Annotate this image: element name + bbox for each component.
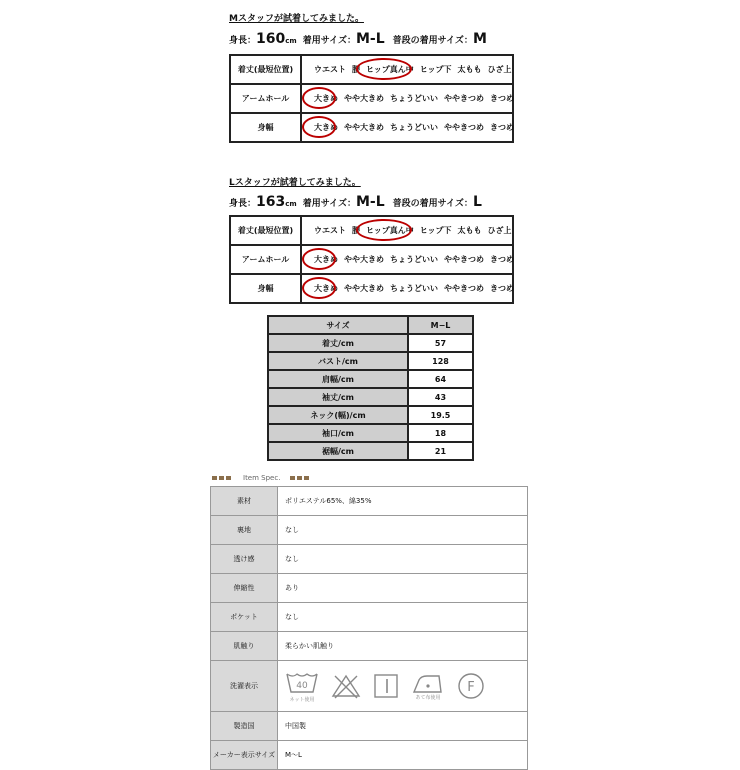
height-unit: cm <box>285 37 297 45</box>
option-selected: 大きめ <box>314 284 338 293</box>
care-icons-cell <box>278 661 528 712</box>
deco-squares <box>290 474 311 482</box>
spec-value: 中国製 <box>278 712 528 741</box>
table-row <box>211 516 528 545</box>
option: ちょうどいい <box>390 255 438 264</box>
option: きつめ <box>490 94 514 103</box>
option-selected: ヒップ真ん中 <box>366 226 414 235</box>
fit-row-label: 身幅 <box>230 274 301 303</box>
wash-40-icon <box>285 670 319 703</box>
spec-title-text: Item Spec. <box>243 474 281 482</box>
selection-circle <box>302 116 336 138</box>
option: ややきつめ <box>444 284 484 293</box>
selection-circle <box>302 248 336 270</box>
table-row <box>268 334 473 352</box>
usual-value: M <box>472 31 487 47</box>
option: ちょうどいい <box>390 94 438 103</box>
spec-key: 伸縮性 <box>211 574 278 603</box>
dryclean-letter: F <box>467 680 475 695</box>
size-table <box>267 315 474 461</box>
size-label: バスト/cm <box>268 352 408 370</box>
option: ヒップ下 <box>419 226 452 235</box>
option: ややきつめ <box>444 94 484 103</box>
option-selected: ヒップ真ん中 <box>366 65 414 74</box>
size-label: 袖丈/cm <box>268 388 408 406</box>
fit-row-label: 着丈(最短位置) <box>230 55 301 84</box>
table-row <box>268 442 473 460</box>
size-header-row <box>268 316 473 334</box>
size-value: 19.5 <box>408 406 473 424</box>
option: ひざ上 <box>487 65 512 74</box>
spec-table <box>210 486 528 770</box>
spec-value: なし <box>278 603 528 632</box>
spec-key: 製造国 <box>211 712 278 741</box>
fit-row <box>230 274 513 303</box>
table-row <box>211 545 528 574</box>
size-label: ネック(幅)/cm <box>268 406 408 424</box>
option: ややきつめ <box>444 123 484 132</box>
height-value: 163 <box>256 194 286 210</box>
height-label: 身長： <box>229 36 257 46</box>
option: きつめ <box>490 255 514 264</box>
fit-row-label: 身幅 <box>230 113 301 142</box>
spec-value: 柔らかい肌触り <box>278 632 528 661</box>
option: やや大きめ <box>344 284 384 293</box>
spec-key: ポケット <box>211 603 278 632</box>
fit-summary-l <box>229 194 482 210</box>
table-row <box>211 712 528 741</box>
fit-row <box>230 84 513 113</box>
spec-key: 裏地 <box>211 516 278 545</box>
spec-key: 肌触り <box>211 632 278 661</box>
spec-value: ポリエステル65%、綿35% <box>278 487 528 516</box>
size-label: 着丈/cm <box>268 334 408 352</box>
option: きつめ <box>490 123 514 132</box>
spec-value: なし <box>278 516 528 545</box>
option: やや大きめ <box>344 123 384 132</box>
fit-row-label: アームホール <box>230 245 301 274</box>
option: ウエスト <box>314 226 346 235</box>
care-icons <box>285 670 527 703</box>
option: ややきつめ <box>444 255 484 264</box>
size-value: 64 <box>408 370 473 388</box>
spec-key: 素材 <box>211 487 278 516</box>
selection-circle <box>356 219 412 241</box>
selection-circle <box>356 58 412 80</box>
option: 腰 <box>352 226 360 235</box>
option: やや大きめ <box>344 94 384 103</box>
fit-row-label: アームホール <box>230 84 301 113</box>
usual-value: L <box>472 194 482 210</box>
icon-caption: ネット使用 <box>289 696 315 703</box>
wash-temp-text: 40 <box>296 680 308 691</box>
option-selected: 大きめ <box>314 255 338 264</box>
table-row <box>211 574 528 603</box>
option: ちょうどいい <box>390 284 438 293</box>
size-header: サイズ <box>268 316 408 334</box>
table-row <box>268 406 473 424</box>
spec-key: 透け感 <box>211 545 278 574</box>
spec-value: あり <box>278 574 528 603</box>
option-selected: 大きめ <box>314 94 338 103</box>
size-value: 21 <box>408 442 473 460</box>
spec-key: メーカー表示サイズ <box>211 741 278 770</box>
height-value: 160 <box>256 31 286 47</box>
option-selected: 大きめ <box>314 123 338 132</box>
option: ヒップ下 <box>419 65 452 74</box>
fit-heading-l: Lスタッフが試着してみました。 <box>229 178 361 188</box>
option: ひざ上 <box>487 226 512 235</box>
size-value: 57 <box>408 334 473 352</box>
usual-label: 普段の着用サイズ： <box>392 36 473 46</box>
fit-heading-m: Mスタッフが試着してみました。 <box>229 14 364 24</box>
size-label: 袖口/cm <box>268 424 408 442</box>
dryclean-f-icon <box>457 672 485 700</box>
option: 太もも <box>457 65 482 74</box>
worn-value: M-L <box>355 194 385 210</box>
option: ウエスト <box>314 65 346 74</box>
size-value: 128 <box>408 352 473 370</box>
table-row <box>211 603 528 632</box>
fit-row <box>230 113 513 142</box>
option: ちょうどいい <box>390 123 438 132</box>
selection-circle <box>302 87 336 109</box>
no-bleach-icon <box>331 673 361 699</box>
table-row <box>211 487 528 516</box>
table-row <box>268 424 473 442</box>
hang-dry-icon <box>373 673 399 699</box>
table-row <box>268 370 473 388</box>
option: やや大きめ <box>344 255 384 264</box>
worn-value: M-L <box>355 31 385 47</box>
size-header: M−L <box>408 316 473 334</box>
size-label: 裾幅/cm <box>268 442 408 460</box>
size-value: 43 <box>408 388 473 406</box>
usual-label: 普段の着用サイズ： <box>392 199 473 209</box>
spec-title <box>212 474 311 482</box>
iron-icon <box>411 672 445 701</box>
height-label: 身長： <box>229 199 257 209</box>
spec-value: なし <box>278 545 528 574</box>
option: きつめ <box>490 284 514 293</box>
size-value: 18 <box>408 424 473 442</box>
size-label: 肩幅/cm <box>268 370 408 388</box>
fit-row <box>230 245 513 274</box>
option: 腰 <box>352 65 360 74</box>
height-unit: cm <box>285 200 297 208</box>
spec-value: M〜L <box>278 741 528 770</box>
selection-circle <box>302 277 336 299</box>
spec-key: 洗濯表示 <box>211 661 278 712</box>
worn-label: 着用サイズ： <box>302 199 356 209</box>
table-row <box>268 388 473 406</box>
option: 太もも <box>457 226 482 235</box>
fit-row-label: 着丈(最短位置) <box>230 216 301 245</box>
fit-summary-m <box>229 31 487 47</box>
table-row <box>268 352 473 370</box>
worn-label: 着用サイズ： <box>302 36 356 46</box>
table-row <box>211 741 528 770</box>
table-row <box>211 632 528 661</box>
icon-caption: あて布使用 <box>415 694 441 701</box>
deco-squares <box>212 474 233 482</box>
table-row <box>211 661 528 712</box>
